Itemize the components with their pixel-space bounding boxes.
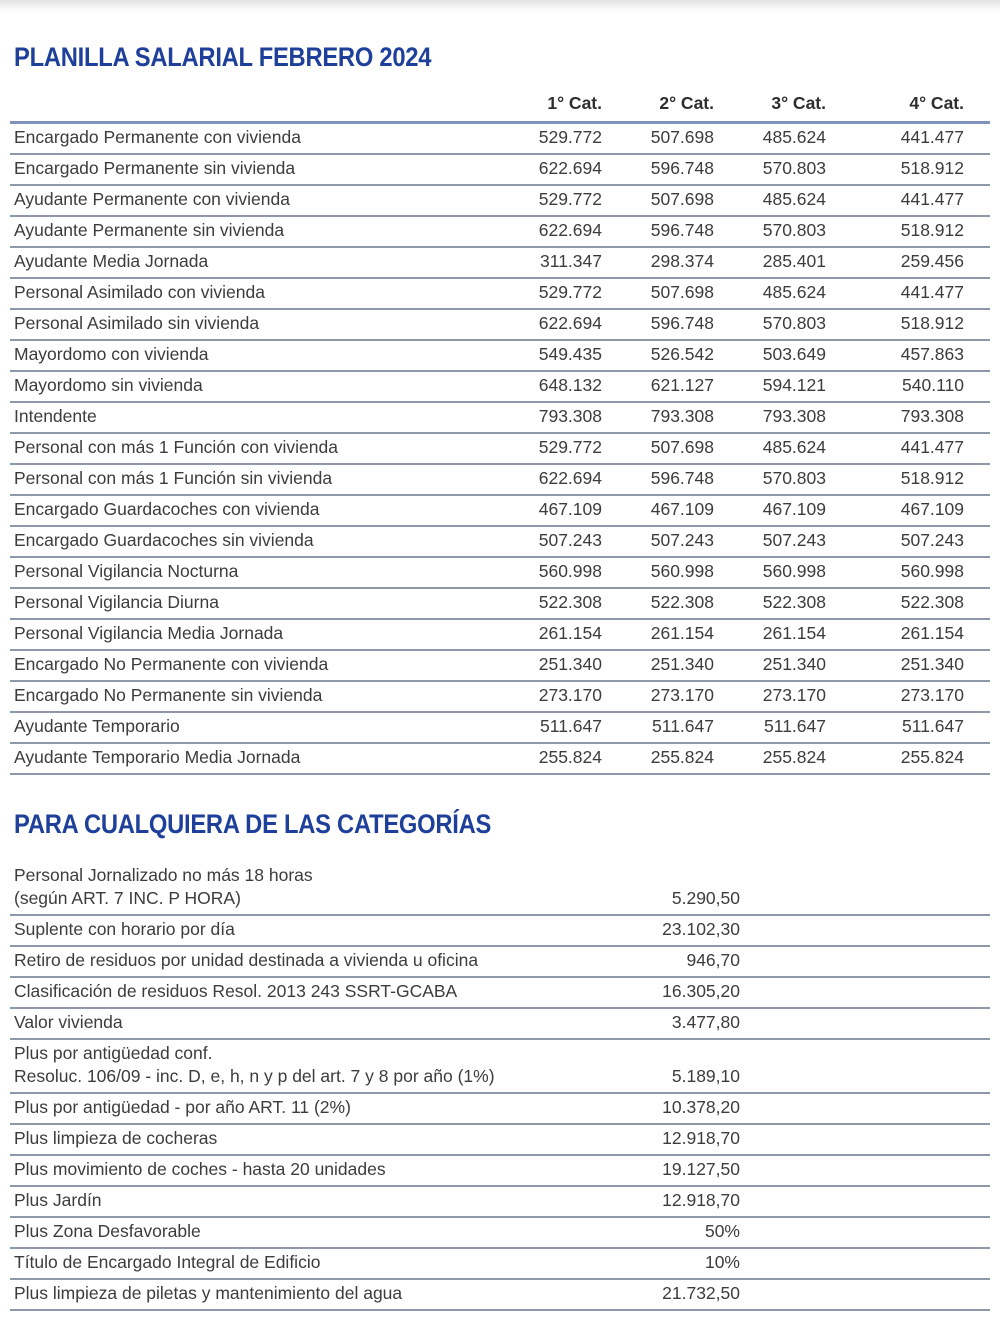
table-row: [10, 309, 990, 340]
extra-value: 21.732,50: [570, 1279, 740, 1310]
row-label: [10, 862, 570, 915]
row-label-line: Plus por antigüedad conf.: [14, 1043, 213, 1063]
table-row: [10, 712, 990, 743]
table-row: [10, 216, 990, 247]
salary-value: 621.127: [602, 371, 714, 402]
row-label: Mayordomo sin vivienda: [10, 371, 490, 402]
row-label: [10, 1248, 570, 1279]
row-label: Personal Vigilancia Diurna: [10, 588, 490, 619]
row-label: Encargado Guardacoches sin vivienda: [10, 526, 490, 557]
salary-value: 273.170: [826, 681, 990, 712]
salary-value: 560.998: [714, 557, 826, 588]
salary-value: 485.624: [714, 123, 826, 155]
extra-value: 19.127,50: [570, 1155, 740, 1186]
salary-value: 507.698: [602, 185, 714, 216]
salary-value: 570.803: [714, 309, 826, 340]
salary-value: 522.308: [490, 588, 602, 619]
table-row: [10, 433, 990, 464]
salary-value: 261.154: [490, 619, 602, 650]
extra-value: 12.918,70: [570, 1124, 740, 1155]
salary-value: 622.694: [490, 216, 602, 247]
table-row: [10, 123, 990, 155]
extra-value: 23.102,30: [570, 915, 740, 946]
row-label: [10, 1279, 570, 1310]
row-label: Personal Vigilancia Nocturna: [10, 557, 490, 588]
spacer-cell: [740, 1155, 990, 1186]
column-header: 3° Cat.: [714, 93, 826, 123]
table-row: [10, 464, 990, 495]
salary-value: 255.824: [490, 743, 602, 774]
salary-value: 441.477: [826, 433, 990, 464]
table-row: [10, 915, 990, 946]
extra-value: 3.477,80: [570, 1008, 740, 1039]
row-label: Intendente: [10, 402, 490, 433]
spacer-cell: [740, 1248, 990, 1279]
salary-value: 457.863: [826, 340, 990, 371]
salary-value: 549.435: [490, 340, 602, 371]
salary-value: 507.698: [602, 123, 714, 155]
row-label: [10, 1093, 570, 1124]
row-label: [10, 1217, 570, 1248]
extra-value: 16.305,20: [570, 977, 740, 1008]
table-row: [10, 185, 990, 216]
row-label: Encargado No Permanente con vivienda: [10, 650, 490, 681]
spacer-cell: [740, 977, 990, 1008]
salary-value: 518.912: [826, 464, 990, 495]
salary-value: 526.542: [602, 340, 714, 371]
section-title: PARA CUALQUIERA DE LAS CATEGORÍAS: [14, 809, 492, 839]
salary-value: 467.109: [490, 495, 602, 526]
table-row: [10, 1124, 990, 1155]
salary-value: 441.477: [826, 185, 990, 216]
table-row: [10, 743, 990, 774]
salary-value: 793.308: [714, 402, 826, 433]
salary-value: 485.624: [714, 278, 826, 309]
salary-value: 273.170: [490, 681, 602, 712]
salary-value: 507.243: [826, 526, 990, 557]
salary-value: 529.772: [490, 185, 602, 216]
salary-value: 261.154: [602, 619, 714, 650]
salary-value: 793.308: [602, 402, 714, 433]
table-row: [10, 588, 990, 619]
salary-value: 570.803: [714, 154, 826, 185]
row-label-line: Suplente con horario por día: [14, 919, 235, 939]
salary-value: 596.748: [602, 309, 714, 340]
row-label: Ayudante Permanente con vivienda: [10, 185, 490, 216]
salary-value: 273.170: [602, 681, 714, 712]
row-label-line: Plus por antigüedad - por año ART. 11 (2%): [14, 1097, 351, 1117]
table-row: [10, 650, 990, 681]
salary-value: 467.109: [714, 495, 826, 526]
salary-value: 518.912: [826, 154, 990, 185]
salary-value: 261.154: [826, 619, 990, 650]
extra-value: 10%: [570, 1248, 740, 1279]
salary-value: 522.308: [714, 588, 826, 619]
table-row: [10, 977, 990, 1008]
salary-value: 251.340: [826, 650, 990, 681]
salary-value: 622.694: [490, 154, 602, 185]
salary-value: 529.772: [490, 278, 602, 309]
salary-value: 560.998: [826, 557, 990, 588]
table-row: [10, 402, 990, 433]
salary-value: 570.803: [714, 216, 826, 247]
salary-value: 570.803: [714, 464, 826, 495]
row-label-line: Plus Jardín: [14, 1190, 102, 1210]
row-label: Ayudante Temporario: [10, 712, 490, 743]
salary-table: [10, 93, 990, 775]
row-label-line: Plus Zona Desfavorable: [14, 1221, 201, 1241]
salary-value: 441.477: [826, 123, 990, 155]
salary-value: 485.624: [714, 185, 826, 216]
salary-value: 507.698: [602, 433, 714, 464]
row-label: Personal Asimilado con vivienda: [10, 278, 490, 309]
row-label: Encargado Guardacoches con vivienda: [10, 495, 490, 526]
row-label-line: Título de Encargado Integral de Edificio: [14, 1252, 321, 1272]
table-row: [10, 946, 990, 977]
row-label: Encargado No Permanente sin vivienda: [10, 681, 490, 712]
salary-value: 560.998: [490, 557, 602, 588]
row-label-line: (según ART. 7 INC. P HORA): [14, 888, 241, 908]
salary-value: 467.109: [826, 495, 990, 526]
table-row: [10, 247, 990, 278]
salary-value: 622.694: [490, 464, 602, 495]
column-header: 4° Cat.: [826, 93, 990, 123]
table-row: [10, 526, 990, 557]
salary-value: 261.154: [714, 619, 826, 650]
spacer-cell: [740, 1093, 990, 1124]
row-label-line: Plus limpieza de piletas y mantenimiento del agua: [14, 1283, 403, 1303]
extras-table: [10, 862, 990, 1311]
salary-header-row: [10, 93, 990, 123]
spacer-cell: [740, 1124, 990, 1155]
salary-value: 522.308: [602, 588, 714, 619]
table-row: [10, 1008, 990, 1039]
salary-value: 596.748: [602, 464, 714, 495]
extra-value: 12.918,70: [570, 1186, 740, 1217]
table-row: [10, 278, 990, 309]
salary-value: 285.401: [714, 247, 826, 278]
salary-value: 255.824: [714, 743, 826, 774]
row-label-line: Retiro de residuos por unidad destinada a vivienda u oficina: [14, 950, 479, 970]
row-label: [10, 915, 570, 946]
salary-value: 522.308: [826, 588, 990, 619]
salary-value: 560.998: [602, 557, 714, 588]
salary-value: 793.308: [490, 402, 602, 433]
salary-value: 518.912: [826, 216, 990, 247]
row-label-line: Valor vivienda: [14, 1012, 123, 1032]
table-row: [10, 1093, 990, 1124]
row-label: [10, 946, 570, 977]
empty-header-cell: [10, 93, 490, 123]
salary-value: 511.647: [602, 712, 714, 743]
row-label: Personal Vigilancia Media Jornada: [10, 619, 490, 650]
salary-value: 507.243: [602, 526, 714, 557]
salary-table-header: [10, 93, 990, 123]
salary-value: 596.748: [602, 216, 714, 247]
row-label: Personal con más 1 Función con vivienda: [10, 433, 490, 464]
salary-value: 507.243: [714, 526, 826, 557]
row-label: [10, 1186, 570, 1217]
table-row: [10, 1279, 990, 1310]
row-label-line: Plus movimiento de coches - hasta 20 unidades: [14, 1159, 386, 1179]
row-label-line: Plus limpieza de cocheras: [14, 1128, 218, 1148]
spacer-cell: [740, 915, 990, 946]
salary-value: 503.649: [714, 340, 826, 371]
salary-value: 511.647: [826, 712, 990, 743]
row-label: Mayordomo con vivienda: [10, 340, 490, 371]
row-label: [10, 1039, 570, 1093]
salary-value: 251.340: [490, 650, 602, 681]
extra-value: 10.378,20: [570, 1093, 740, 1124]
document-page: [0, 42, 1000, 1311]
table-row: [10, 340, 990, 371]
salary-value: 255.824: [826, 743, 990, 774]
salary-value: 251.340: [602, 650, 714, 681]
salary-value: 467.109: [602, 495, 714, 526]
spacer-cell: [740, 1217, 990, 1248]
row-label: Ayudante Permanente sin vivienda: [10, 216, 490, 247]
row-label: Ayudante Temporario Media Jornada: [10, 743, 490, 774]
column-header: 2° Cat.: [602, 93, 714, 123]
salary-value: 311.347: [490, 247, 602, 278]
table-row: [10, 1155, 990, 1186]
table-row: [10, 1039, 990, 1093]
salary-value: 507.243: [490, 526, 602, 557]
salary-value: 251.340: [714, 650, 826, 681]
salary-value: 793.308: [826, 402, 990, 433]
table-row: [10, 862, 990, 915]
table-row: [10, 371, 990, 402]
row-label-line: Clasificación de residuos Resol. 2013 243 SSRT-GCABA: [14, 981, 458, 1001]
salary-value: 594.121: [714, 371, 826, 402]
spacer-cell: [740, 1039, 990, 1093]
table-row: [10, 1248, 990, 1279]
spacer-cell: [740, 1279, 990, 1310]
salary-value: 529.772: [490, 433, 602, 464]
top-edge-artifact: [0, 0, 1000, 14]
salary-value: 511.647: [490, 712, 602, 743]
salary-value: 507.698: [602, 278, 714, 309]
salary-value: 529.772: [490, 123, 602, 155]
row-label: Ayudante Media Jornada: [10, 247, 490, 278]
salary-value: 596.748: [602, 154, 714, 185]
extra-value: 5.290,50: [570, 862, 740, 915]
row-label: [10, 1124, 570, 1155]
salary-value: 485.624: [714, 433, 826, 464]
spacer-cell: [740, 1186, 990, 1217]
salary-value: 622.694: [490, 309, 602, 340]
table-row: [10, 557, 990, 588]
extra-value: 5.189,10: [570, 1039, 740, 1093]
row-label: Personal con más 1 Función sin vivienda: [10, 464, 490, 495]
row-label: Encargado Permanente con vivienda: [10, 123, 490, 155]
spacer-cell: [740, 862, 990, 915]
salary-value: 298.374: [602, 247, 714, 278]
spacer-cell: [740, 1008, 990, 1039]
spacer-cell: [740, 946, 990, 977]
salary-value: 255.824: [602, 743, 714, 774]
page-title: PLANILLA SALARIAL FEBRERO 2024: [14, 42, 432, 72]
row-label-line: Personal Jornalizado no más 18 horas: [14, 865, 313, 885]
row-label: [10, 1155, 570, 1186]
salary-value: 441.477: [826, 278, 990, 309]
salary-value: 648.132: [490, 371, 602, 402]
salary-value: 518.912: [826, 309, 990, 340]
table-row: [10, 154, 990, 185]
salary-table-body: [10, 123, 990, 775]
row-label: [10, 977, 570, 1008]
table-row: [10, 619, 990, 650]
salary-value: 259.456: [826, 247, 990, 278]
salary-value: 540.110: [826, 371, 990, 402]
extra-value: 50%: [570, 1217, 740, 1248]
table-row: [10, 495, 990, 526]
table-row: [10, 1217, 990, 1248]
row-label: Encargado Permanente sin vivienda: [10, 154, 490, 185]
extras-table-body: [10, 862, 990, 1310]
row-label: [10, 1008, 570, 1039]
column-header: 1° Cat.: [490, 93, 602, 123]
row-label-line: Resoluc. 106/09 - inc. D, e, h, n y p del art. 7 y 8 por año (1%): [14, 1066, 495, 1086]
table-row: [10, 681, 990, 712]
table-row: [10, 1186, 990, 1217]
extra-value: 946,70: [570, 946, 740, 977]
row-label: Personal Asimilado sin vivienda: [10, 309, 490, 340]
salary-value: 273.170: [714, 681, 826, 712]
salary-value: 511.647: [714, 712, 826, 743]
